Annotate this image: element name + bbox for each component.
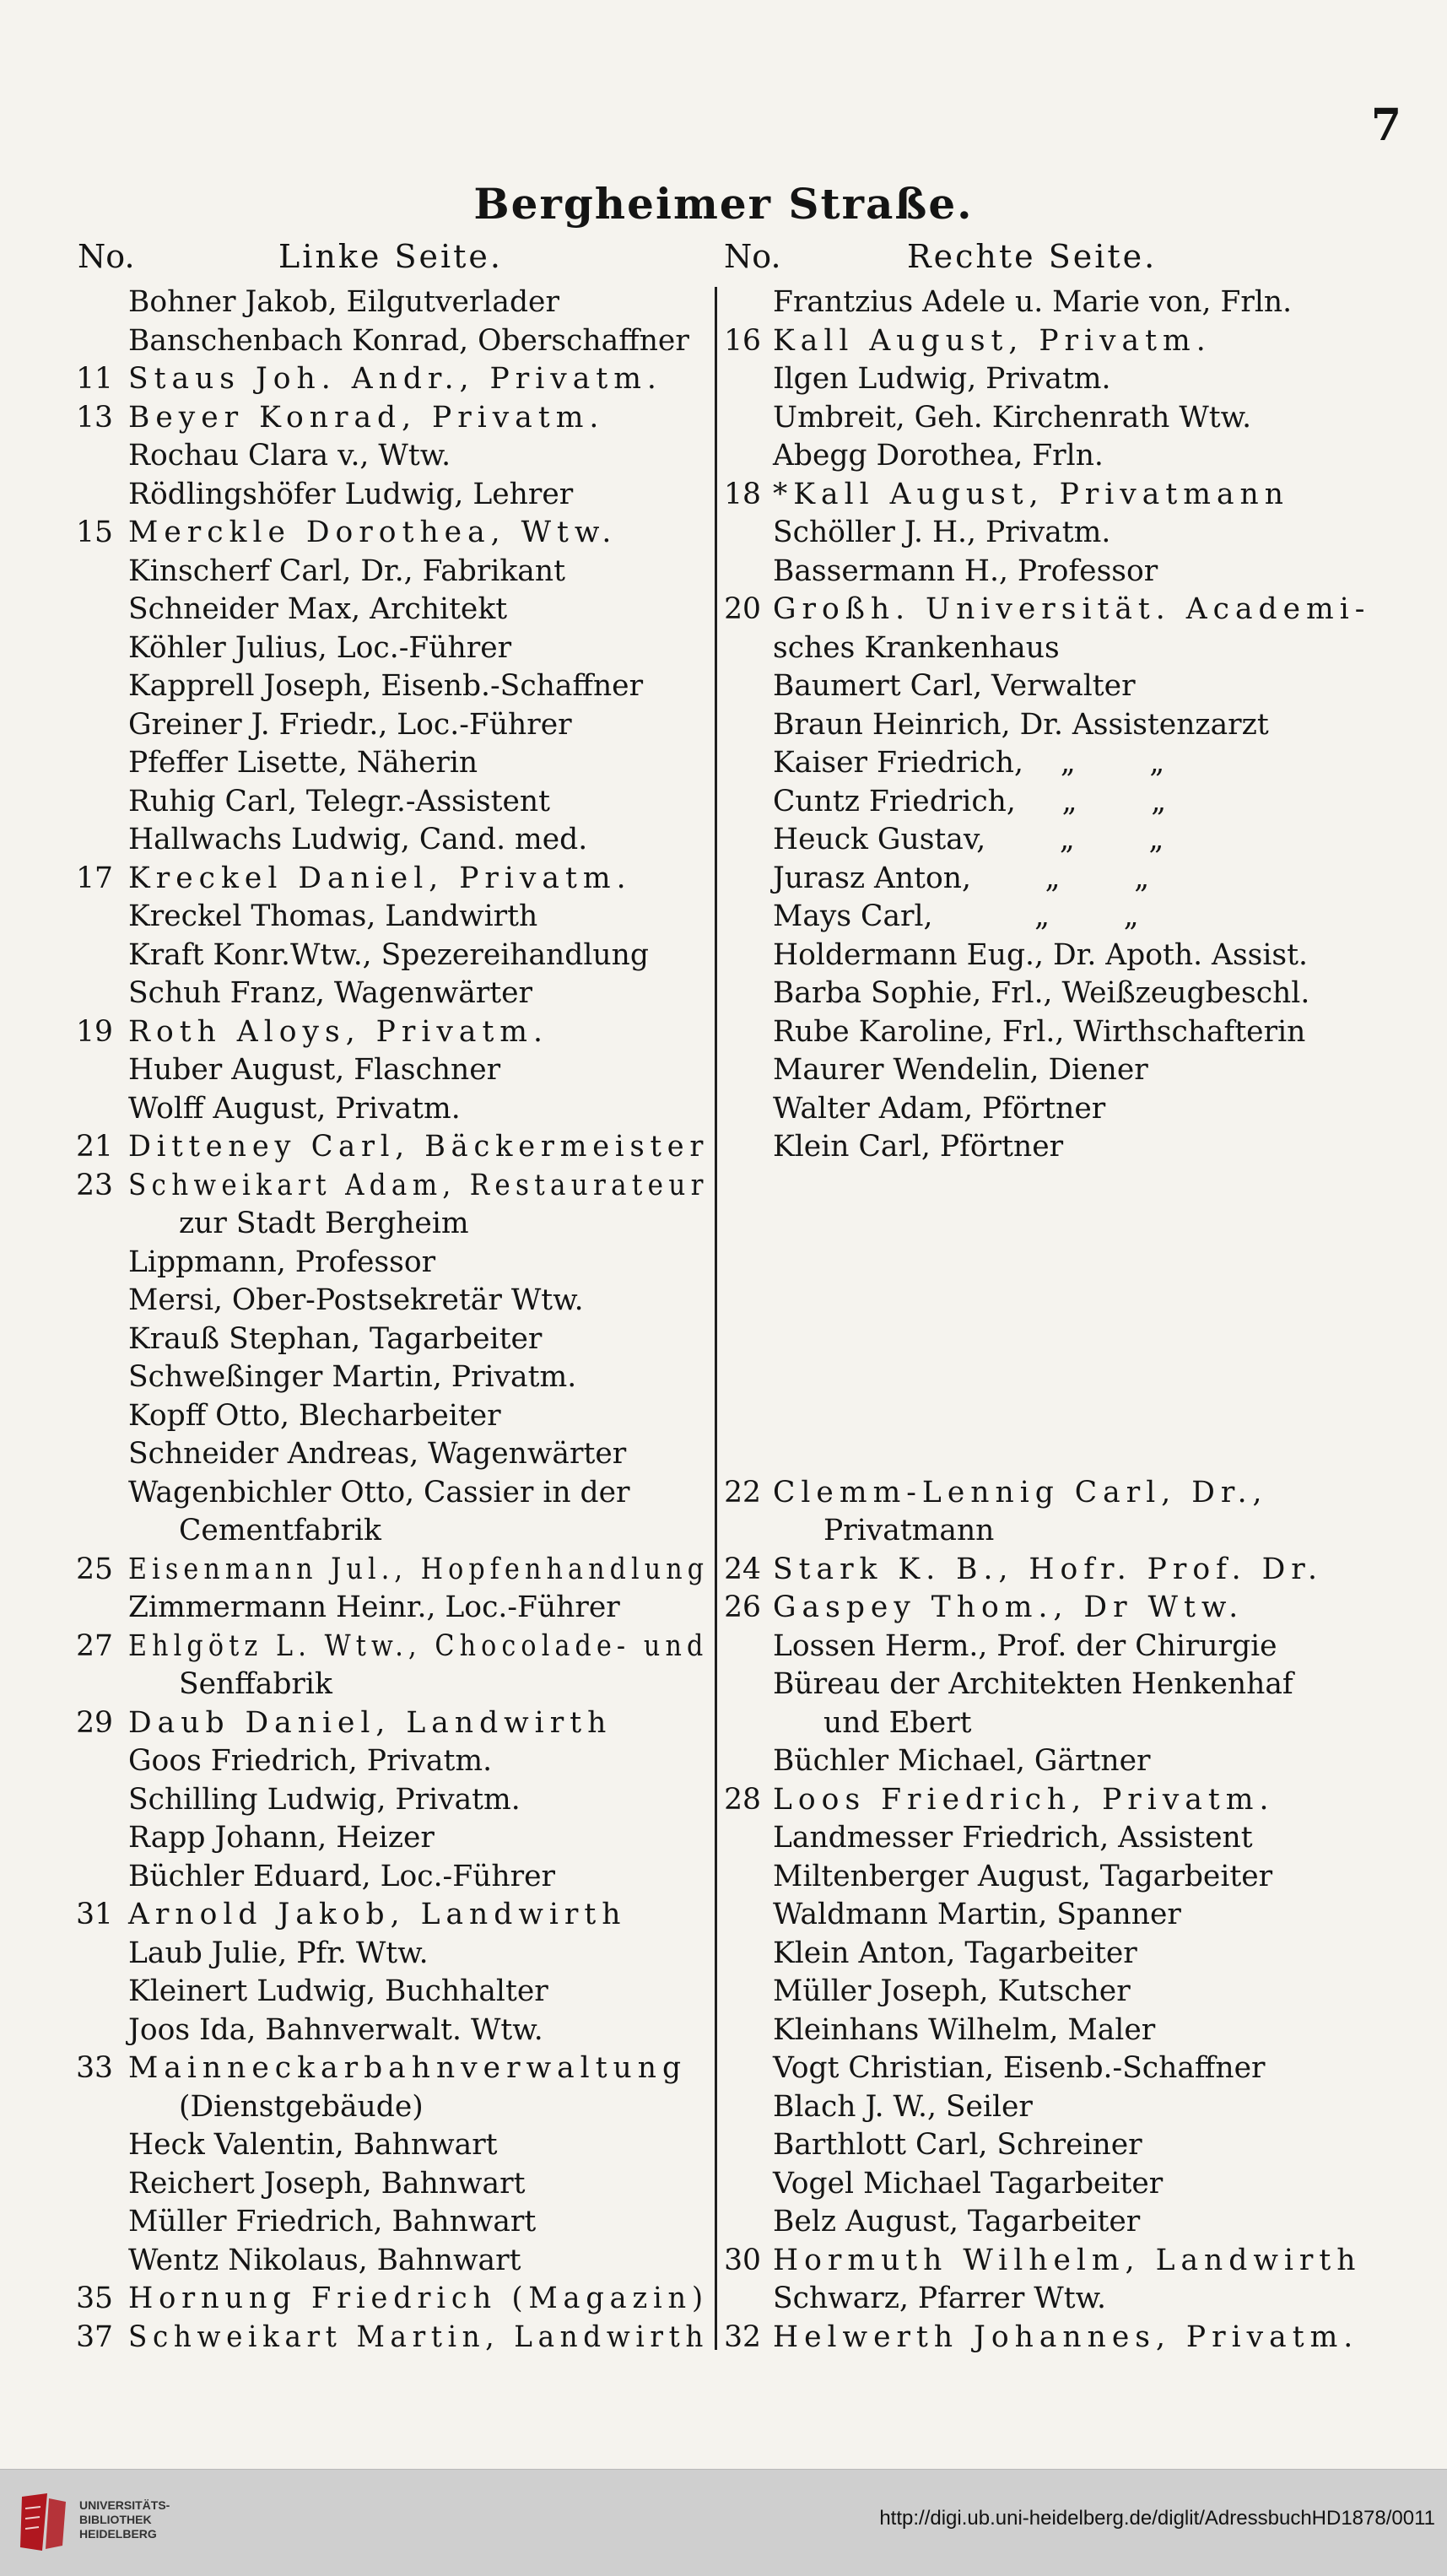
directory-entry (717, 2319, 1434, 2357)
resident-text: Belz August, Tagarbeiter (773, 2205, 1141, 2238)
house-number: 21 (76, 1130, 113, 1164)
house-number: 37 (76, 2319, 113, 2354)
directory-entry (67, 2126, 709, 2165)
directory-entry (67, 360, 709, 399)
resident-text: Blach J. W., Seiler (773, 2089, 1033, 2124)
house-number: 22 (724, 1475, 761, 1509)
directory-entry (717, 706, 1434, 745)
left-no-header: No. (78, 238, 135, 275)
resident-text: Klein Carl, Pförtner (773, 1130, 1064, 1164)
resident-text: Greiner J. Friedr., Loc.-Führer (128, 707, 572, 742)
house-number: 24 (724, 1552, 761, 1586)
resident-text: Reichert Joseph, Bahnwart (128, 2166, 526, 2201)
directory-entry (717, 667, 1434, 706)
directory-entry (717, 1013, 1434, 1052)
directory-entry (67, 821, 709, 860)
resident-text: Kreckel Daniel, Privatm. (128, 861, 632, 895)
directory-entry (67, 1896, 709, 1935)
house-number: 32 (724, 2319, 761, 2354)
directory-entry (717, 975, 1434, 1013)
resident-text: Beyer Konrad, Privatm. (128, 400, 605, 435)
resident-text: Klein Anton, Tagarbeiter (773, 1936, 1137, 1970)
resident-text: Loos Friedrich, Privatm. (773, 1782, 1275, 1817)
resident-text: Abegg Dorothea, Frln. (773, 439, 1104, 473)
directory-entry (717, 1551, 1434, 1590)
resident-text: Jurasz Anton, „ „ (773, 861, 1150, 895)
directory-entry (717, 1512, 1434, 1551)
resident-text: Krauß Stephan, Tagarbeiter (128, 1321, 543, 1356)
resident-text: Ditteney Carl, Bäckermeister (128, 1130, 710, 1164)
directory-entry (67, 2012, 709, 2050)
page-title: Bergheimer Straße. (473, 179, 974, 229)
resident-text: Rochau Clara v., Wtw. (128, 439, 451, 473)
resident-text: Holdermann Eug., Dr. Apoth. Assist. (773, 937, 1308, 972)
resident-text: Vogt Christian, Eisenb.-Schaffner (773, 2051, 1266, 2085)
right-side-header: Rechte Seite. (907, 238, 1158, 275)
directory-entry (717, 783, 1434, 822)
directory-entry (717, 1282, 1434, 1320)
resident-text: Wentz Nikolaus, Bahnwart (128, 2243, 521, 2277)
resident-text: Mays Carl, „ „ (773, 899, 1139, 933)
resident-text: Kleinert Ludwig, Buchhalter (128, 1974, 548, 2008)
resident-text: Schweßinger Martin, Privatm. (128, 1360, 577, 1394)
directory-entry (717, 2242, 1434, 2281)
directory-entry (67, 975, 709, 1013)
directory-entry (67, 1628, 709, 1666)
resident-text: Privatmann (823, 1514, 995, 1547)
directory-entry (67, 399, 709, 438)
resident-text: sches Krankenhaus (773, 630, 1060, 665)
directory-entry (717, 399, 1434, 438)
house-number: 30 (724, 2243, 761, 2277)
directory-entry (67, 1973, 709, 2012)
directory-entry (67, 860, 709, 899)
directory-entry (717, 1397, 1434, 1436)
resident-text: Gaspey Thom., Dr Wtw. (773, 1590, 1245, 1624)
house-number: 17 (76, 861, 113, 895)
directory-entry (67, 1358, 709, 1397)
directory-entry (717, 591, 1434, 629)
directory-entry (717, 2049, 1434, 2088)
house-number: 11 (76, 362, 113, 396)
directory-entry (67, 591, 709, 629)
directory-entry (717, 360, 1434, 399)
resident-text: Kinscherf Carl, Dr., Fabrikant (128, 554, 565, 588)
logo-line: HEIDELBERG (79, 2527, 157, 2541)
resident-text: Kraft Konr.Wtw., Spezereihandlung (128, 937, 649, 972)
resident-text: Schilling Ludwig, Privatm. (128, 1782, 521, 1817)
resident-text: Heck Valentin, Bahnwart (128, 2128, 498, 2162)
source-url[interactable]: http://digi.ub.uni-heidelberg.de/diglit/AdressbuchHD1878/0011 (879, 2507, 1435, 2530)
directory-entry (67, 2088, 709, 2127)
directory-entry (717, 553, 1434, 591)
directory-entry (67, 514, 709, 553)
resident-text: Mersi, Ober-Postsekretär Wtw. (128, 1283, 584, 1317)
directory-entry (717, 1781, 1434, 1820)
directory-entry (717, 514, 1434, 553)
resident-text: Schweikart Martin, Landwirth (128, 2319, 710, 2354)
directory-entry (717, 1896, 1434, 1935)
resident-text: Kapprell Joseph, Eisenb.-Schaffner (128, 669, 644, 703)
resident-text: (Dienstgebäude) (179, 2089, 424, 2124)
resident-text: Heuck Gustav, „ „ (773, 823, 1164, 856)
directory-entry (67, 1474, 709, 1513)
resident-text: Maurer Wendelin, Diener (773, 1053, 1148, 1087)
resident-text: Rödlingshöfer Ludwig, Lehrer (128, 477, 574, 511)
directory-entry (67, 1205, 709, 1244)
resident-text: Helwerth Johannes, Privatm. (773, 2319, 1359, 2354)
directory-entry (717, 2126, 1434, 2165)
directory-entry (717, 937, 1434, 975)
directory-entry (67, 2280, 709, 2319)
library-logo-icon (17, 2492, 69, 2552)
resident-text: Büchler Eduard, Loc.-Führer (128, 1859, 555, 1893)
directory-entry (67, 629, 709, 668)
directory-entry (67, 1244, 709, 1283)
directory-entry (717, 437, 1434, 476)
resident-text: Roth Aloys, Privatm. (128, 1014, 548, 1049)
resident-text: Umbreit, Geh. Kirchenrath Wtw. (773, 400, 1252, 435)
resident-text: Barba Sophie, Frl., Weißzeugbeschl. (773, 976, 1310, 1010)
directory-entry (717, 1090, 1434, 1129)
resident-text: Huber August, Flaschner (128, 1053, 501, 1087)
resident-text: Vogel Michael Tagarbeiter (773, 2166, 1164, 2201)
directory-entry (67, 1781, 709, 1820)
resident-text: Wolff August, Privatm. (128, 1091, 461, 1126)
resident-text: Eisenmann Jul., Hopfenhandlung (128, 1552, 710, 1586)
house-number: 19 (76, 1014, 113, 1049)
directory-entry (717, 2203, 1434, 2242)
directory-entry (67, 284, 709, 322)
resident-text: Großh. Universität. Academi- (773, 592, 1371, 626)
right-column (717, 284, 1434, 2357)
resident-text: Mainneckarbahnverwaltung (128, 2051, 688, 2085)
resident-text: Bohner Jakob, Eilgutverlader (128, 285, 559, 319)
resident-text: und Ebert (823, 1705, 972, 1740)
house-number: 13 (76, 400, 113, 435)
directory-entry (67, 1013, 709, 1052)
directory-entry (717, 1167, 1434, 1206)
resident-text: Goos Friedrich, Privatm. (128, 1744, 493, 1778)
directory-entry (67, 898, 709, 937)
resident-text: Barthlott Carl, Schreiner (773, 2128, 1142, 2162)
resident-text: Rube Karoline, Frl., Wirthschafterin (773, 1014, 1306, 1049)
directory-entry (67, 1128, 709, 1167)
resident-text: Schöller J. H., Privatm. (773, 516, 1111, 549)
directory-entry (717, 476, 1434, 515)
logo-line: UNIVERSITÄTS- (79, 2498, 170, 2512)
resident-text: Joos Ida, Bahnverwalt. Wtw. (128, 2012, 543, 2047)
house-number: 18 (724, 477, 761, 511)
directory-entry (67, 2242, 709, 2281)
left-column (67, 284, 709, 2357)
directory-entry (67, 1704, 709, 1743)
directory-entry (717, 898, 1434, 937)
directory-entry (717, 1858, 1434, 1897)
directory-entry (717, 2280, 1434, 2319)
directory-entry (67, 937, 709, 975)
directory-entry (67, 1397, 709, 1436)
directory-entry (67, 1551, 709, 1590)
resident-text: Büreau der Architekten Henkenhaf (773, 1667, 1293, 1701)
directory-entry (717, 1051, 1434, 1090)
resident-text: Daub Daniel, Landwirth (128, 1705, 613, 1740)
resident-text: Wagenbichler Otto, Cassier in der (128, 1475, 630, 1509)
directory-entry (717, 629, 1434, 668)
left-side-header: Linke Seite. (278, 238, 503, 275)
resident-text: Pfeffer Lisette, Näherin (128, 746, 478, 780)
directory-entry (717, 1358, 1434, 1397)
directory-entry (717, 1704, 1434, 1743)
directory-entry (67, 1742, 709, 1781)
footer-bar (0, 2469, 1447, 2576)
resident-text: Ehlgötz L. Wtw., Chocolade- und (128, 1628, 709, 1663)
directory-entry (67, 1051, 709, 1090)
directory-entry (717, 1666, 1434, 1704)
directory-entry (67, 1512, 709, 1551)
resident-text: Frantzius Adele u. Marie von, Frln. (773, 285, 1293, 319)
resident-text: Cementfabrik (179, 1514, 381, 1547)
house-number: 20 (724, 592, 761, 626)
directory-entry (717, 1819, 1434, 1858)
directory-entry (67, 1935, 709, 1974)
resident-text: Hallwachs Ludwig, Cand. med. (128, 823, 588, 856)
resident-text: Lippmann, Professor (128, 1245, 436, 1279)
library-logo-text (79, 2498, 170, 2541)
directory-entry (67, 553, 709, 591)
directory-entry (67, 2319, 709, 2357)
resident-text: Walter Adam, Pförtner (773, 1091, 1106, 1126)
resident-text: Landmesser Friedrich, Assistent (773, 1821, 1253, 1855)
resident-text: Staus Joh. Andr., Privatm. (128, 362, 662, 396)
directory-entry (717, 1474, 1434, 1513)
resident-text: Köhler Julius, Loc.-Führer (128, 630, 512, 665)
page-number: 7 (1370, 100, 1401, 151)
house-number: 26 (724, 1590, 761, 1624)
resident-text: Kopff Otto, Blecharbeiter (128, 1398, 501, 1433)
logo-line: BIBLIOTHEK (79, 2513, 152, 2526)
resident-text: Zimmermann Heinr., Loc.-Führer (128, 1590, 620, 1624)
directory-entry (67, 744, 709, 783)
house-number: 31 (76, 1898, 113, 1931)
resident-text: Kleinhans Wilhelm, Maler (773, 2012, 1156, 2047)
resident-text: Laub Julie, Pfr. Wtw. (128, 1936, 429, 1970)
resident-text: Rapp Johann, Heizer (128, 1821, 435, 1855)
directory-entry (717, 821, 1434, 860)
resident-text: Müller Friedrich, Bahnwart (128, 2205, 537, 2238)
house-number: 15 (76, 516, 113, 549)
directory-entry (717, 1320, 1434, 1359)
directory-entry (67, 667, 709, 706)
resident-text: Banschenbach Konrad, Oberschaffner (128, 323, 689, 358)
resident-text: zur Stadt Bergheim (179, 1207, 469, 1240)
directory-entry (717, 1244, 1434, 1283)
directory-entry (67, 2049, 709, 2088)
house-number: 27 (76, 1628, 113, 1663)
directory-entry (67, 1589, 709, 1628)
directory-entry (67, 1435, 709, 1474)
house-number: 16 (724, 323, 761, 358)
directory-entry (717, 2088, 1434, 2127)
directory-entry (717, 322, 1434, 361)
resident-text: Schneider Andreas, Wagenwärter (128, 1437, 627, 1471)
house-number: 28 (724, 1782, 761, 1817)
directory-entry (717, 1435, 1434, 1474)
resident-text: Cuntz Friedrich, „ „ (773, 784, 1167, 818)
directory-entry (717, 860, 1434, 899)
house-number: 29 (76, 1705, 113, 1740)
house-number: 23 (76, 1168, 113, 1202)
directory-entry (67, 1819, 709, 1858)
directory-entry (717, 284, 1434, 322)
directory-entry (67, 437, 709, 476)
resident-text: *Kall August, Privatmann (773, 477, 1289, 511)
directory-entry (67, 1090, 709, 1129)
resident-text: Kreckel Thomas, Landwirth (128, 899, 538, 933)
resident-text: Ruhig Carl, Telegr.-Assistent (128, 784, 550, 818)
directory-entry (67, 783, 709, 822)
resident-text: Schwarz, Pfarrer Wtw. (773, 2282, 1107, 2315)
directory-entry (717, 1589, 1434, 1628)
resident-text: Braun Heinrich, Dr. Assistenzarzt (773, 707, 1269, 742)
directory-entry (717, 744, 1434, 783)
house-number: 33 (76, 2051, 113, 2085)
directory-entry (717, 1742, 1434, 1781)
resident-text: Stark K. B., Hofr. Prof. Dr. (773, 1552, 1323, 1586)
resident-text: Hormuth Wilhelm, Landwirth (773, 2243, 1362, 2277)
resident-text: Müller Joseph, Kutscher (773, 1974, 1131, 2008)
directory-entry (717, 2165, 1434, 2204)
resident-text: Merckle Dorothea, Wtw. (128, 516, 618, 549)
resident-text: Büchler Michael, Gärtner (773, 1744, 1151, 1778)
directory-entry (67, 1167, 709, 1206)
resident-text: Schuh Franz, Wagenwärter (128, 976, 533, 1010)
directory-entry (67, 1666, 709, 1704)
directory-entry (717, 1128, 1434, 1167)
directory-entry (717, 2012, 1434, 2050)
resident-text: Baumert Carl, Verwalter (773, 669, 1136, 703)
resident-text: Miltenberger August, Tagarbeiter (773, 1859, 1273, 1893)
resident-text: Arnold Jakob, Landwirth (128, 1898, 627, 1931)
directory-entry (67, 1282, 709, 1320)
directory-entry (717, 1935, 1434, 1974)
directory-entry (67, 1320, 709, 1359)
resident-text: Senffabrik (179, 1667, 332, 1701)
resident-text: Bassermann H., Professor (773, 554, 1158, 588)
resident-text: Kaiser Friedrich, „ „ (773, 746, 1165, 780)
resident-text: Clemm-Lennig Carl, Dr., (773, 1475, 1268, 1509)
directory-entry (67, 706, 709, 745)
resident-text: Lossen Herm., Prof. der Chirurgie (773, 1628, 1277, 1663)
directory-entry (717, 1628, 1434, 1666)
directory-entry (67, 476, 709, 515)
house-number: 35 (76, 2282, 113, 2315)
resident-text: Waldmann Martin, Spanner (773, 1898, 1181, 1931)
resident-text: Kall August, Privatm. (773, 323, 1212, 358)
resident-text: Schweikart Adam, Restaurateur (128, 1168, 709, 1202)
directory-entry (67, 322, 709, 361)
directory-entry (717, 1973, 1434, 2012)
directory-entry (67, 2165, 709, 2204)
resident-text: Schneider Max, Architekt (128, 592, 508, 626)
directory-entry (67, 1858, 709, 1897)
directory-entry (717, 1205, 1434, 1244)
directory-entry (67, 2203, 709, 2242)
house-number: 25 (76, 1552, 113, 1586)
right-no-header: No. (724, 238, 781, 275)
resident-text: Ilgen Ludwig, Privatm. (773, 362, 1111, 396)
resident-text: Hornung Friedrich (Magazin) (128, 2282, 709, 2315)
